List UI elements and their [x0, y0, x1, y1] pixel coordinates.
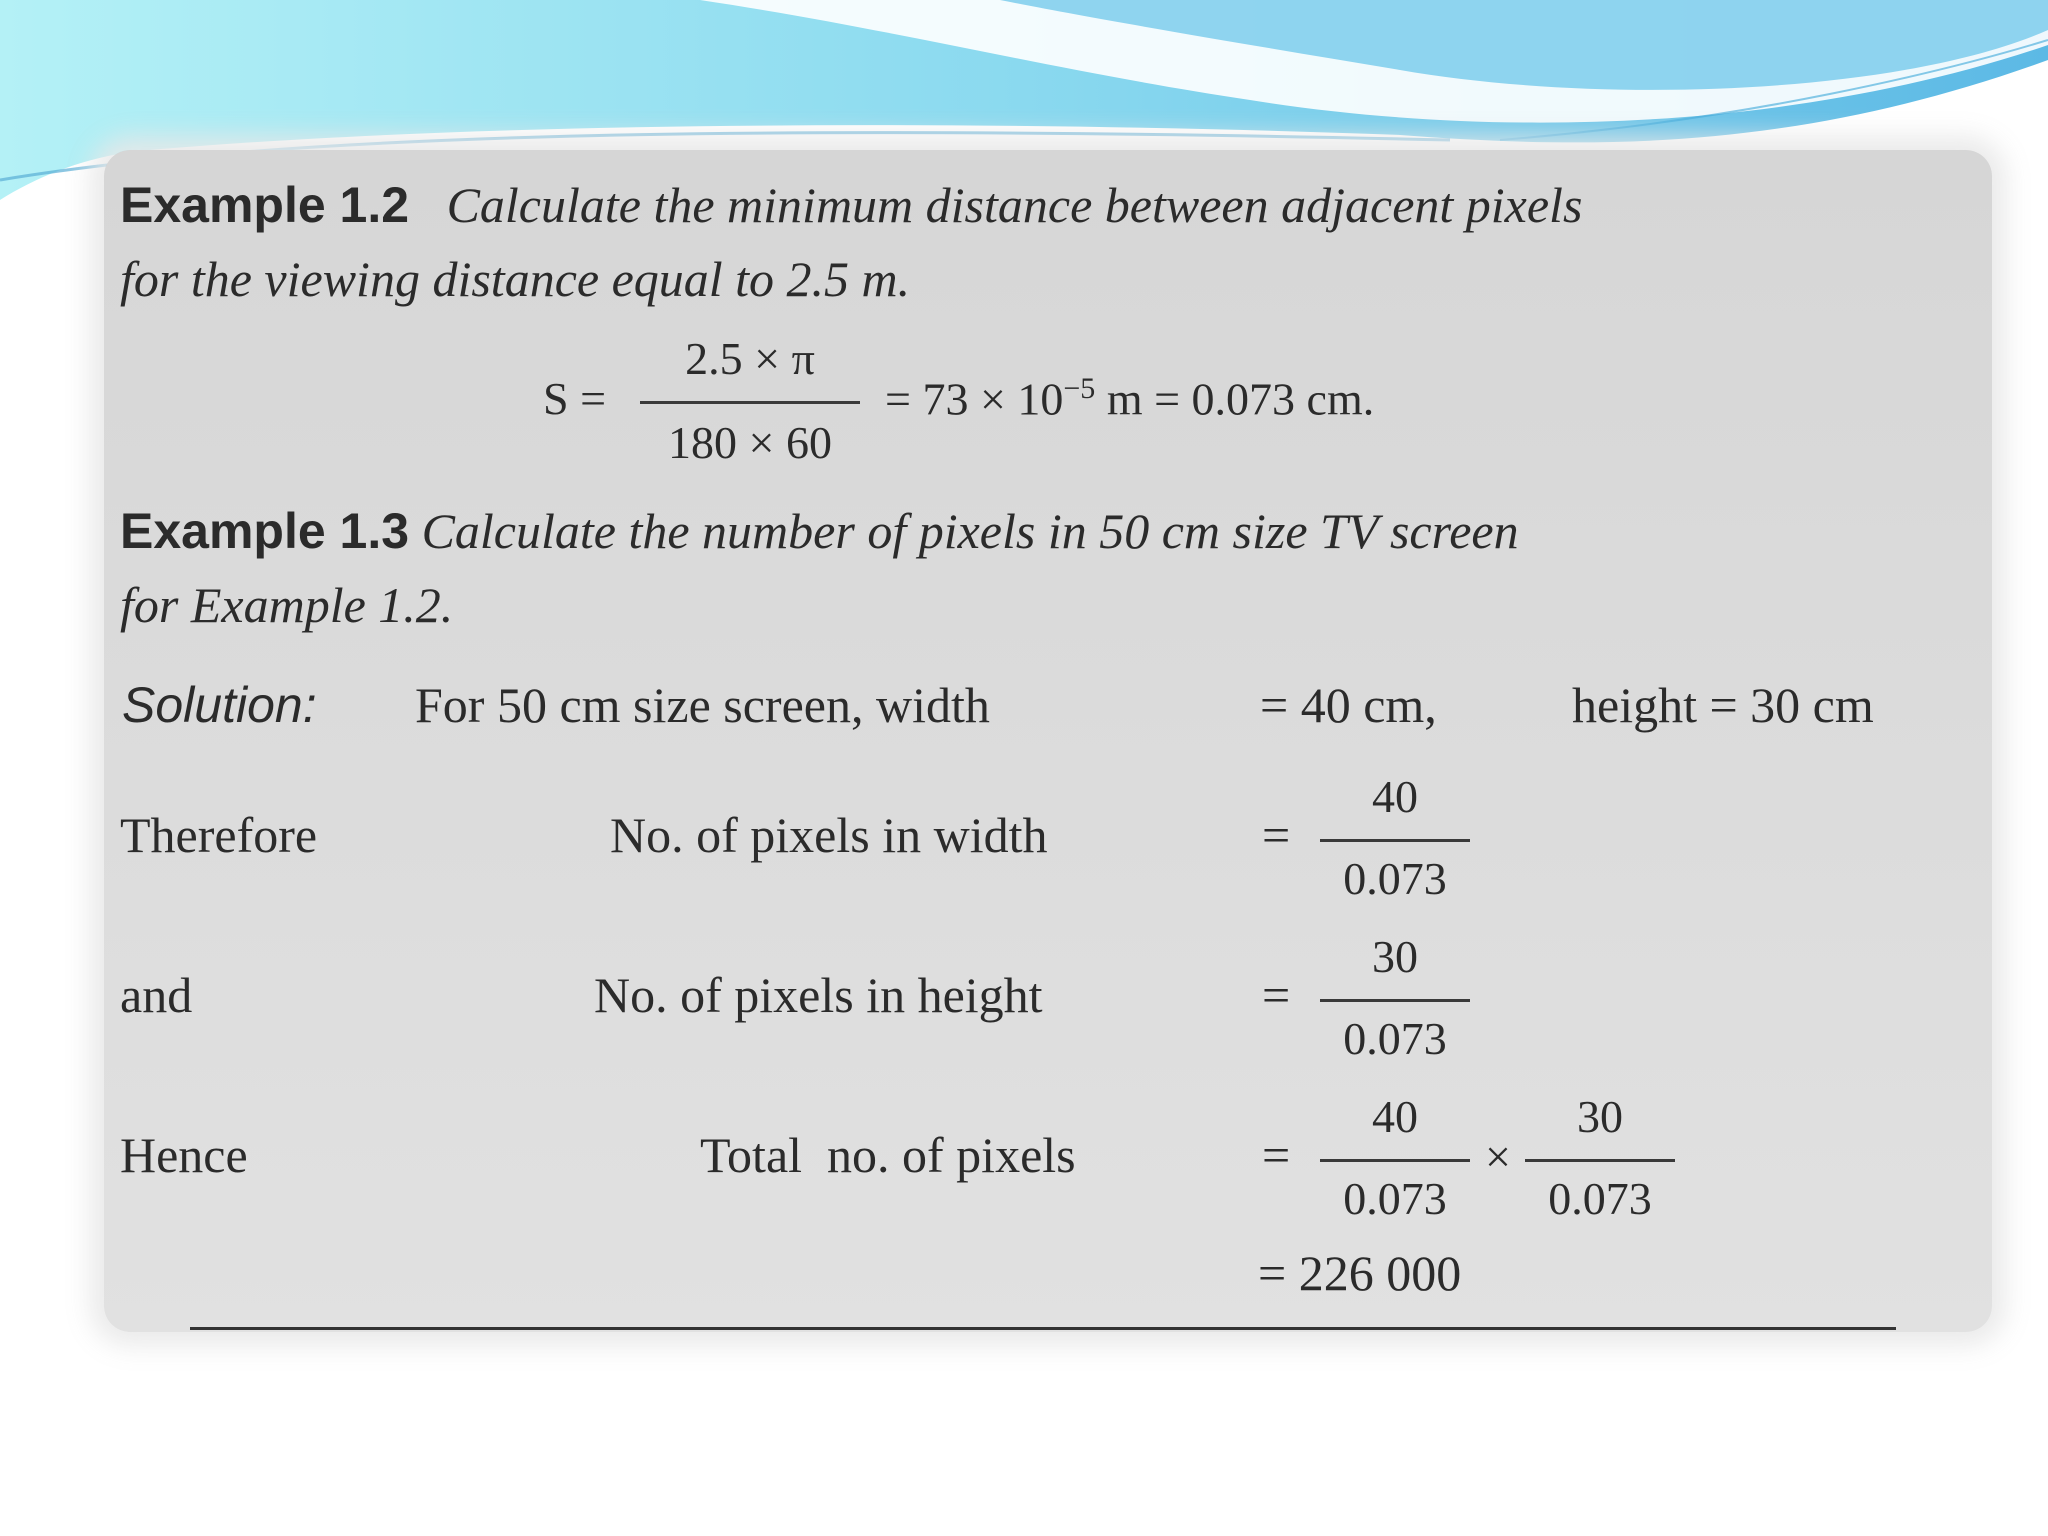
example-1-3-line-1	[120, 494, 1519, 568]
total-result: = 226 000	[1258, 1245, 1462, 1301]
height-numerator: 30	[1372, 931, 1418, 982]
example-1-3-line-2: for Example 1.2.	[120, 577, 454, 633]
total-fraction-bar-1	[1320, 1159, 1470, 1162]
example-1-2-question: Calculate the minimum distance between adjacent pixels	[446, 177, 1583, 233]
width-fraction-bar	[1320, 839, 1470, 842]
solution-text: For 50 cm size screen, width	[415, 677, 990, 733]
example-1-2-line-2: for the viewing distance equal to 2.5 m.	[120, 251, 911, 307]
row-desc-total: Total no. of pixels	[700, 1127, 1076, 1183]
example-1-3-question: Calculate the number of pixels in 50 cm size TV screen	[421, 503, 1519, 559]
row-equals: =	[1262, 967, 1291, 1023]
row-lead-hence: Hence	[120, 1127, 248, 1183]
row-equals: =	[1262, 1127, 1291, 1183]
formula-fraction-bar	[640, 401, 860, 404]
total-numerator-2: 30	[1577, 1091, 1623, 1142]
formula-denominator: 180 × 60	[668, 417, 832, 468]
row-lead-therefore: Therefore	[120, 807, 318, 863]
row-desc-width: No. of pixels in width	[610, 807, 1048, 863]
row-desc-height: No. of pixels in height	[594, 967, 1043, 1023]
example-1-3-label: Example 1.3	[120, 503, 410, 559]
total-denominator-1: 0.073	[1343, 1173, 1447, 1224]
formula-lhs: S =	[543, 373, 607, 424]
solution-height-value: height = 30 cm	[1572, 677, 1874, 733]
multiply-sign: ×	[1485, 1131, 1511, 1182]
bottom-divider	[190, 1327, 1896, 1330]
width-numerator: 40	[1372, 771, 1418, 822]
example-1-2-line-1	[120, 168, 1582, 242]
formula-rhs: = $73 \times 10^{-5}$ m = 0.073 cm.	[885, 372, 1375, 425]
example-1-2-label: Example 1.2	[120, 177, 410, 233]
total-fraction-bar-2	[1525, 1159, 1675, 1162]
formula-numerator: 2.5 × π	[685, 333, 815, 384]
solution-width-value: = 40 cm,	[1260, 677, 1437, 733]
total-denominator-2: 0.073	[1548, 1173, 1652, 1224]
row-lead-and: and	[120, 967, 193, 1023]
width-denominator: 0.073	[1343, 853, 1447, 904]
total-numerator-1: 40	[1372, 1091, 1418, 1142]
row-equals: =	[1262, 807, 1291, 863]
solution-label: Solution:	[122, 677, 317, 733]
height-fraction-bar	[1320, 999, 1470, 1002]
height-denominator: 0.073	[1343, 1013, 1447, 1064]
